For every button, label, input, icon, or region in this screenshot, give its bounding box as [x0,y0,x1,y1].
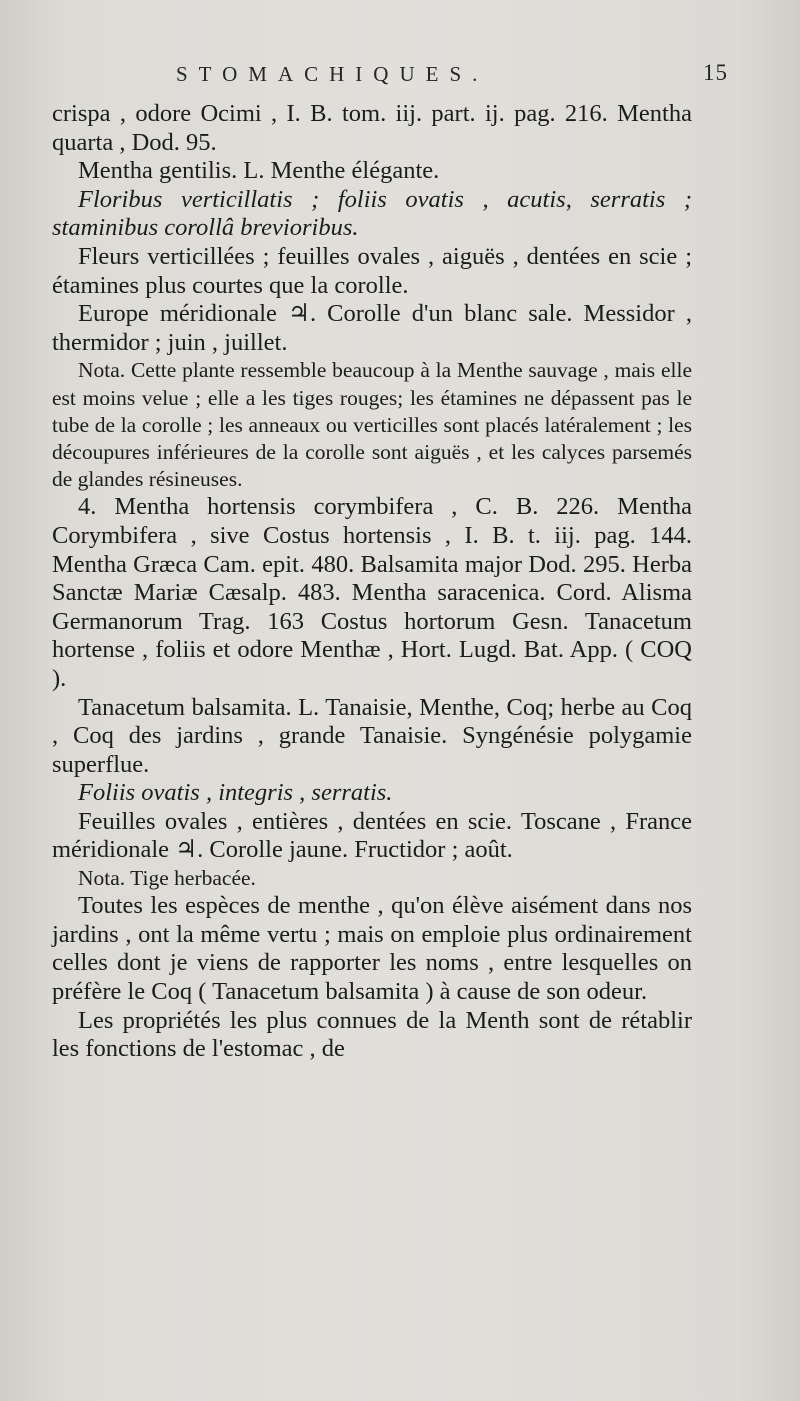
paragraph: Floribus verticillatis ; foliis ovatis , acutis, serratis ; staminibus corollâ brevioribus. [52,185,692,242]
paragraph: Toutes les espèces de menthe , qu'on élève aisément dans nos jardins , ont la même vertu ; mais on emploie plus ordinairement celles dont je viens de rapporter les noms , entre lesquelles on préfère le Coq ( Tanacetum balsamita ) à cause de son odeur. [52,892,692,1006]
paragraph: Foliis ovatis , integris , serratis. [78,779,393,807]
body-text [52,100,692,1064]
paragraph: crispa , odore Ocimi , I. B. tom. iij. part. ij. pag. 216. Mentha quarta , Dod. 95. [52,100,692,156]
paragraph: Feuilles ovales , entières , dentées en scie. Toscane , France méridionale ♃. Corolle jaune. Fructidor ; août. [52,807,692,864]
page-number: 15 [703,60,728,85]
paragraph: Tanacetum balsamita. L. Tanaisie, Menthe, Coq; herbe au Coq , Coq des jardins , grande Tanaisie. Syngénésie polygamie superflue. [52,693,692,778]
paragraph: Mentha gentilis. L. Menthe élégante. [78,157,440,185]
running-title: STOMACHIQUES. [176,62,489,86]
paragraph: Les propriétés les plus connues de la Menth sont de rétablir les fonctions de l'estomac , de [52,1006,692,1063]
paragraph: Europe méridionale ♃. Corolle d'un blanc sale. Messidor , thermidor ; juin , juillet. [52,300,692,356]
nota-paragraph: Nota. Cette plante ressemble beaucoup à la Menthe sauvage , mais elle est moins velue ; elle a les tiges rouges; les étamines ne dépassent pas le tube de la corolle ; les anneaux ou verticilles sont placés latéralement ; les découpures inférieures de la corolle sont aiguës , et les calyces parsemés de glandes résineuses. [52,358,692,492]
running-head [176,62,728,90]
paragraph: Fleurs verticillées ; feuilles ovales , aiguës , dentées en scie ; étamines plus courtes que la corolle. [52,242,692,299]
nota-paragraph: Nota. Tige herbacée. [78,866,256,891]
paragraph: 4. Mentha hortensis corymbifera , C. B. 226. Mentha Corymbifera , sive Costus hortensis , I. B. t. iij. pag. 144. Mentha Græca Cam. epit. 480. Balsamita major Dod. 295. Herba Sanctæ Mariæ Cæsalp. 483. Mentha saracenica. Cord. Alisma Germanorum Trag. 163 Costus hortorum Gesn. Tanacetum hortense , foliis et odore Menthæ , Hort. Lugd. Bat. App. ( COQ ). [52,493,692,692]
